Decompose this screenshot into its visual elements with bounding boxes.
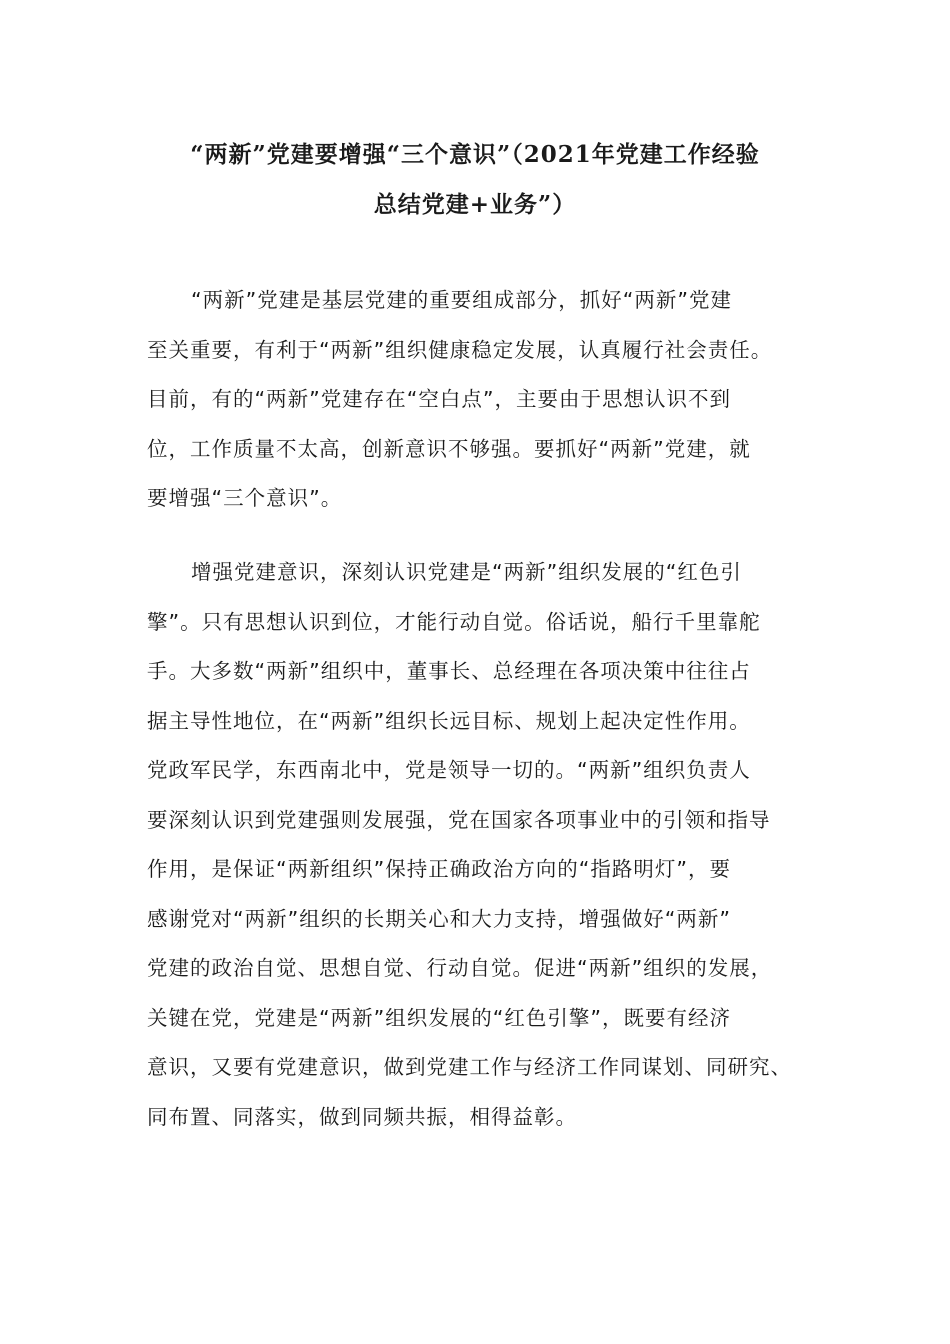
paragraph-line: 增强党建意识，深刻认识党建是“两新”组织发展的“红色引 xyxy=(191,560,742,584)
paragraph-line: 要深刻认识到党建强则发展强，党在国家各项事业中的引领和指导 xyxy=(147,807,771,832)
paragraph-line: 关键在党，党建是“两新”组织发展的“红色引擎”，既要有经济 xyxy=(147,1005,731,1030)
paragraph-line: “两新”党建是基层党建的重要组成部分，抓好“两新”党建 xyxy=(191,288,732,312)
paragraph-line: 要增强“三个意识”。 xyxy=(147,486,343,510)
paragraph-line: 作用，是保证“两新组织”保持正确政治方向的“指路明灯”，要 xyxy=(147,857,731,881)
title-line: “两新”党建要增强“三个意识”（2021年党建工作经验 xyxy=(190,141,760,168)
title-line: 总结党建+业务”） xyxy=(373,191,577,218)
body-paragraph xyxy=(147,276,807,524)
paragraph-line: 擎”。只有思想认识到位，才能行动自觉。俗话说，船行千里靠舵 xyxy=(147,609,761,634)
paragraph-line: 意识，又要有党建意识，做到党建工作与经济工作同谋划、同研究、 xyxy=(147,1055,792,1079)
paragraph-line: 位，工作质量不太高，创新意识不够强。要抓好“两新”党建，就 xyxy=(147,436,751,461)
paragraph-line: 手。大多数“两新”组织中，董事长、总经理在各项决策中往往占 xyxy=(147,659,751,683)
document-title xyxy=(110,130,840,230)
paragraph-line: 党建的政治自觉、思想自觉、行动自觉。促进“两新”组织的发展， xyxy=(147,956,773,980)
paragraph-line: 至关重要，有利于“两新”组织健康稳定发展，认真履行社会责任。 xyxy=(147,337,773,362)
paragraph-line: 同布置、同落实，做到同频共振，相得益彰。 xyxy=(147,1104,577,1129)
paragraph-line: 感谢党对“两新”组织的长期关心和大力支持，增强做好“两新” xyxy=(147,906,731,931)
paragraph-line: 据主导性地位，在“两新”组织长远目标、规划上起决定性作用。 xyxy=(147,708,751,733)
paragraph-line: 党政军民学，东西南北中，党是领导一切的。“两新”组织负责人 xyxy=(147,758,751,782)
body-paragraph xyxy=(147,548,807,1142)
paragraph-line: 目前，有的“两新”党建存在“空白点”，主要由于思想认识不到 xyxy=(147,387,731,411)
